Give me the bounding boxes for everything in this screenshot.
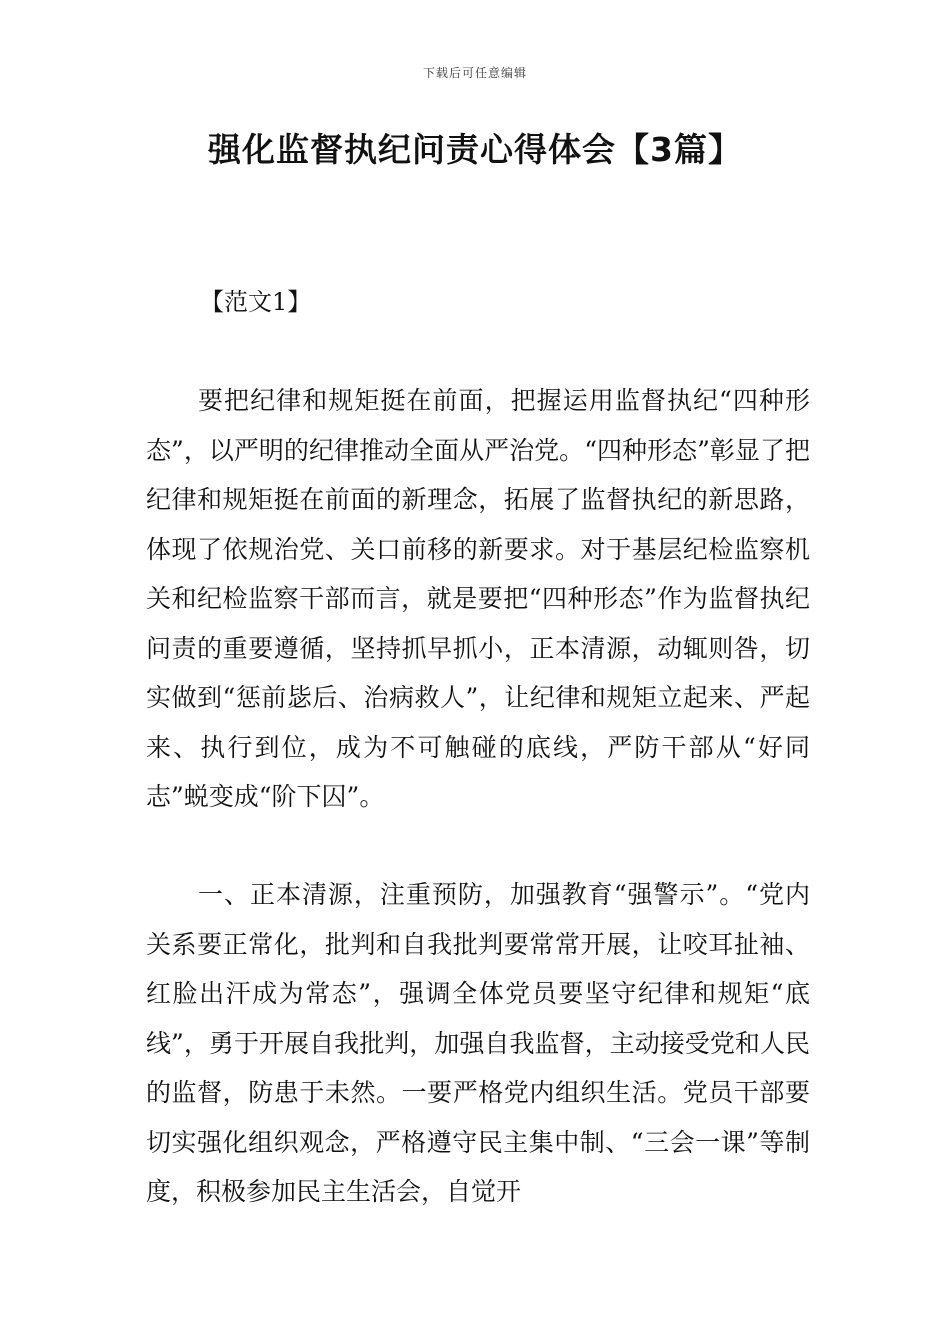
body-paragraph-2: 一、正本清源，注重预防，加强教育“强警示”。“党内关系要正常化，批判和自我批判要常常开展，让咬耳扯袖、红脸出汗成为常态”，强调全体党员要坚守纪律和规矩“底线”，勇于开展自我批判，加强自我监督，主动接受党和人民的监督，防患于未然。一要严格党内组织生活。党员干部要切实强化组织观念，严格遵守民主集中制、“三会一课”等制度，积极参加民主生活会，自觉开 <box>146 880 810 1206</box>
section-label: 【范文1】 <box>200 288 312 316</box>
header-note: 下载后可任意编辑 <box>422 66 527 80</box>
body-paragraph-1: 要把纪律和规矩挺在前面，把握运用监督执纪“四种形态”，以严明的纪律推动全面从严治党。“四种形态”彰显了把纪律和规矩挺在前面的新理念，拓展了监督执纪的新思路，体现了依规治党、关口前移的新要求。对于基层纪检监察机关和纪检监察干部而言，就是要把“四种形态”作为监督执纪问责的重要遵循，坚持抓早抓小，正本清源，动辄则咎，切实做到“惩前毖后、治病救人”，让纪律和规矩立起来、严起来、执行到位，成为不可触碰的底线，严防干部从“好同志”蜕变成“阶下囚”。 <box>146 386 810 811</box>
document-title: 强化监督执纪问责心得体会【3篇】 <box>208 130 742 169</box>
